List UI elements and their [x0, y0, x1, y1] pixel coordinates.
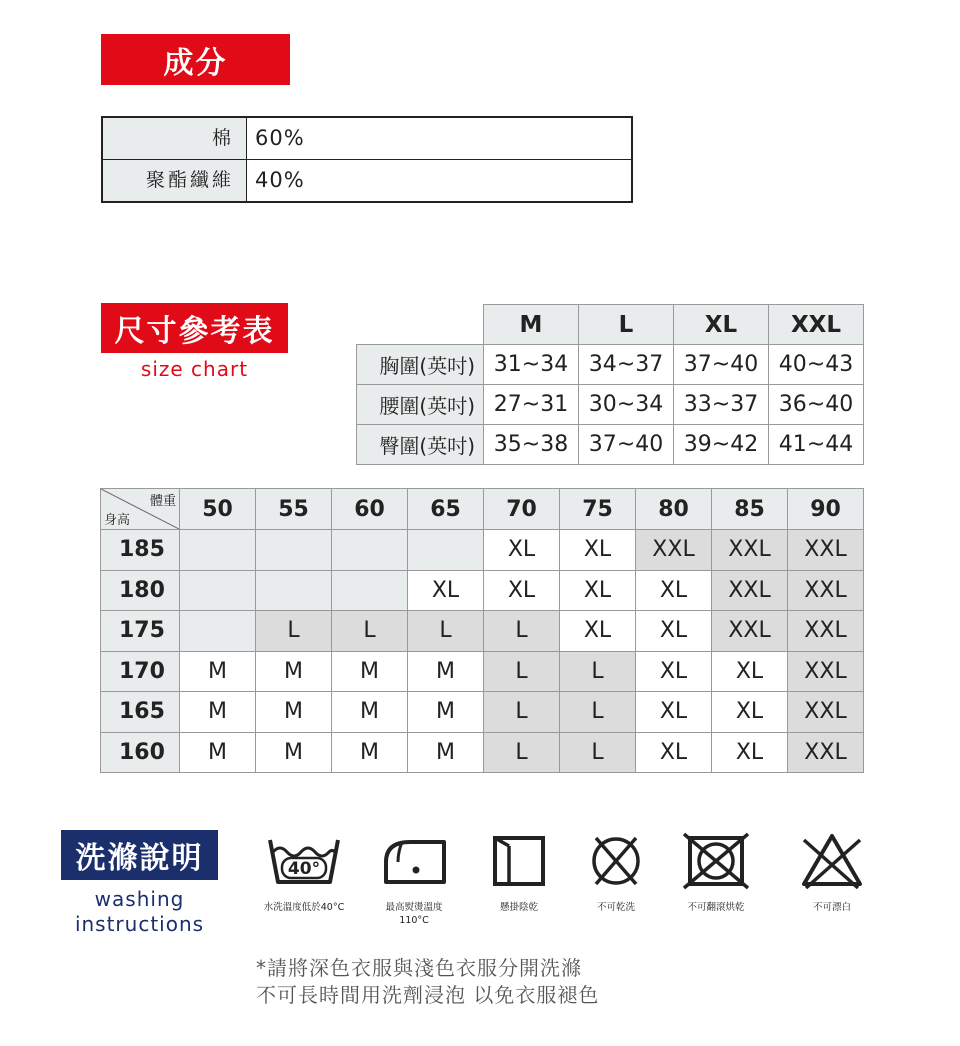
- size-grid-table: [100, 488, 864, 773]
- size-cell: [256, 570, 332, 611]
- weight-header: 60: [332, 489, 408, 530]
- care-item: [656, 830, 776, 914]
- size-cell: M: [256, 651, 332, 692]
- measure-value: 34~37: [579, 345, 674, 385]
- size-grid-row: [101, 732, 864, 773]
- size-cell: M: [332, 732, 408, 773]
- size-cell: M: [256, 692, 332, 733]
- size-cell: [180, 530, 256, 571]
- care-caption: 懸掛陰乾: [499, 902, 538, 913]
- size-cell: [256, 530, 332, 571]
- size-cell: XL: [712, 732, 788, 773]
- size-cell: XXL: [712, 611, 788, 652]
- size-cell: XXL: [636, 530, 712, 571]
- size-cell: M: [332, 651, 408, 692]
- measure-value: 41~44: [769, 425, 864, 465]
- care-note: *請將深色衣服與淺色衣服分開洗滌: [256, 956, 582, 980]
- size-cell: [180, 570, 256, 611]
- measure-value: 36~40: [769, 385, 864, 425]
- size-header: L: [579, 305, 674, 345]
- fiber-label: 棉: [103, 118, 247, 159]
- height-axis-label: 身高: [104, 513, 131, 528]
- size-cell: XXL: [788, 611, 864, 652]
- height-header: 185: [101, 530, 180, 571]
- measurement-table: [356, 304, 864, 465]
- size-grid-row: [101, 530, 864, 571]
- fiber-label: 聚酯纖維: [103, 160, 247, 201]
- weight-header: 80: [636, 489, 712, 530]
- height-header: 180: [101, 570, 180, 611]
- size-grid-row: [101, 651, 864, 692]
- composition-row: [103, 159, 631, 201]
- size-cell: XL: [408, 570, 484, 611]
- fiber-percent: 40%: [255, 168, 305, 192]
- size-cell: XL: [560, 570, 636, 611]
- size-cell: L: [484, 692, 560, 733]
- measure-value: 37~40: [674, 345, 769, 385]
- no-dry-clean-icon: [576, 830, 656, 892]
- measure-value: 35~38: [484, 425, 579, 465]
- measure-value: 30~34: [579, 385, 674, 425]
- weight-header: 50: [180, 489, 256, 530]
- measure-value: 39~42: [674, 425, 769, 465]
- size-cell: M: [408, 651, 484, 692]
- size-cell: XXL: [788, 570, 864, 611]
- care-item: [244, 830, 364, 914]
- size-cell: L: [560, 732, 636, 773]
- size-cell: L: [484, 651, 560, 692]
- size-cell: [408, 530, 484, 571]
- size-cell: XL: [636, 611, 712, 652]
- care-caption: [354, 901, 474, 927]
- size-cell: XL: [636, 692, 712, 733]
- no-tumble-dry-icon: [676, 830, 756, 892]
- size-cell: L: [408, 611, 484, 652]
- measure-label: 腰圍(英吋): [357, 385, 484, 425]
- size-cell: XXL: [712, 530, 788, 571]
- size-grid-row: [101, 570, 864, 611]
- size-cell: XL: [636, 651, 712, 692]
- wash-40-icon: [264, 830, 344, 892]
- measure-value: 37~40: [579, 425, 674, 465]
- composition-row: [103, 118, 631, 159]
- size-cell: L: [256, 611, 332, 652]
- size-cell: M: [256, 732, 332, 773]
- measure-label: 胸圍(英吋): [357, 345, 484, 385]
- wash-temp-label: 40°: [287, 859, 321, 879]
- height-header: 175: [101, 611, 180, 652]
- measure-value: 33~37: [674, 385, 769, 425]
- fiber-percent: 60%: [255, 126, 305, 150]
- care-caption-line: 最高熨燙溫度: [385, 902, 443, 913]
- care-caption: 不可漂白: [812, 902, 851, 913]
- care-notes: [256, 955, 599, 1009]
- weight-header: 65: [408, 489, 484, 530]
- weight-header: 55: [256, 489, 332, 530]
- washing-subtitle-line: washing: [94, 887, 185, 911]
- line-dry-shade-icon: [479, 830, 559, 892]
- size-cell: M: [180, 651, 256, 692]
- size-cell: M: [332, 692, 408, 733]
- size-cell: XL: [712, 651, 788, 692]
- size-cell: M: [408, 732, 484, 773]
- size-cell: XL: [636, 570, 712, 611]
- measure-value: 27~31: [484, 385, 579, 425]
- size-cell: L: [484, 611, 560, 652]
- weight-header: 85: [712, 489, 788, 530]
- size-cell: L: [560, 651, 636, 692]
- size-cell: XXL: [788, 530, 864, 571]
- size-cell: XXL: [712, 570, 788, 611]
- size-cell: L: [332, 611, 408, 652]
- care-caption: 不可翻滾烘乾: [687, 902, 745, 913]
- measure-label: 臀圍(英吋): [357, 425, 484, 465]
- washing-title: 洗滌說明: [61, 830, 218, 880]
- care-item: [354, 830, 474, 927]
- size-cell: [332, 530, 408, 571]
- size-header: XXL: [769, 305, 864, 345]
- size-header: XL: [674, 305, 769, 345]
- weight-axis-label: 體重: [149, 494, 176, 509]
- composition-table: [101, 116, 633, 203]
- size-cell: XL: [712, 692, 788, 733]
- height-header: 165: [101, 692, 180, 733]
- care-caption-line: 110°C: [399, 915, 429, 926]
- size-grid-row: [101, 611, 864, 652]
- measure-value: 31~34: [484, 345, 579, 385]
- height-header: 170: [101, 651, 180, 692]
- size-cell: XL: [560, 611, 636, 652]
- weight-header: 90: [788, 489, 864, 530]
- size-cell: XXL: [788, 732, 864, 773]
- grid-corner: [101, 489, 180, 530]
- size-header: M: [484, 305, 579, 345]
- height-header: 160: [101, 732, 180, 773]
- size-cell: [332, 570, 408, 611]
- care-caption: 水洗溫度低於40°C: [263, 902, 345, 913]
- size-cell: [180, 611, 256, 652]
- size-cell: XL: [560, 530, 636, 571]
- size-cell: L: [560, 692, 636, 733]
- washing-subtitle-line: instructions: [74, 912, 205, 936]
- care-caption: 不可乾洗: [596, 902, 635, 913]
- iron-icon: [374, 830, 454, 892]
- size-cell: XL: [484, 570, 560, 611]
- size-cell: XXL: [788, 651, 864, 692]
- weight-header: 75: [560, 489, 636, 530]
- no-bleach-icon: [792, 830, 872, 892]
- size-cell: XXL: [788, 692, 864, 733]
- measure-value: 40~43: [769, 345, 864, 385]
- composition-title: 成分: [101, 34, 290, 85]
- size-grid-row: [101, 692, 864, 733]
- weight-header: 70: [484, 489, 560, 530]
- size-chart-subtitle: size chart: [140, 357, 249, 381]
- size-cell: M: [408, 692, 484, 733]
- size-chart-title: 尺寸參考表: [101, 303, 288, 353]
- size-cell: L: [484, 732, 560, 773]
- care-item: [772, 830, 892, 914]
- size-cell: XL: [636, 732, 712, 773]
- washing-subtitle: [61, 887, 218, 937]
- size-cell: M: [180, 732, 256, 773]
- care-note: 不可長時間用洗劑浸泡 以免衣服褪色: [256, 983, 600, 1007]
- size-cell: XL: [484, 530, 560, 571]
- size-cell: M: [180, 692, 256, 733]
